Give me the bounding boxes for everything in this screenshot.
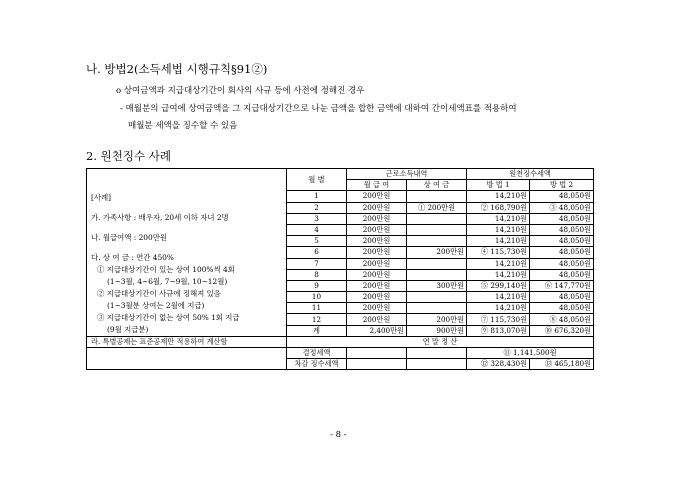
case-line: ③ 지급대상기간이 없는 상여 50% 1회 지급 bbox=[97, 313, 240, 322]
diff-row: 차감 징수세액 ⑫ 328,430원 ⑬ 465,180원 bbox=[87, 359, 594, 370]
section-heading-example: 2. 원천징수 사례 bbox=[86, 149, 171, 163]
table-row: 12 200만원 200만원 ⑦ 115,730원 ⑧ 48,050원 bbox=[87, 314, 594, 325]
withholding-table bbox=[86, 168, 594, 370]
section-heading-method2: 나. 방법2(소득세법 시행규칙§91②) bbox=[86, 62, 268, 76]
case-line: ① 지급대상기간이 있는 상여 100%씩 4회 bbox=[97, 265, 235, 274]
table-row: 11 200만원 14,210원 48,050원 bbox=[87, 303, 594, 314]
header-income: 근로소득내역 bbox=[347, 169, 467, 180]
case-line: 라. 특별공제는 표준공제만 적용하여 계산함 bbox=[87, 337, 287, 348]
case-line: (1~3월분 상여는 2월에 지급) bbox=[107, 301, 205, 310]
table-row: 9 200만원 300만원 ⑤ 299,140원 ⑥ 147,770원 bbox=[87, 280, 594, 291]
case-line: (1~3월, 4~6월, 7~9월, 10~12월) bbox=[107, 277, 228, 286]
case-line: [사례] bbox=[91, 193, 112, 202]
settlement-header: 연 말 정 산 bbox=[287, 337, 594, 348]
header-method2: 방 법 2 bbox=[530, 180, 594, 191]
table-row: 2 200만원 ① 200만원 ② 168,790원 ③ 48,050원 bbox=[87, 202, 594, 213]
table-row: 5 200만원 14,210원 48,050원 bbox=[87, 236, 594, 247]
case-line: 나. 월급여액 : 200만원 bbox=[91, 233, 167, 242]
table-row: 1 200만원 14,210원 48,050원 bbox=[87, 191, 594, 202]
determined-row: 결정세액 ⑪ 1,141,500원 bbox=[87, 348, 594, 359]
header-withholding: 원천징수세액 bbox=[467, 169, 594, 180]
table-row: 6 200만원 200만원 ④ 115,730원 48,050원 bbox=[87, 247, 594, 258]
table-row: 7 200만원 14,210원 48,050원 bbox=[87, 258, 594, 269]
case-line: (9월 지급분) bbox=[107, 325, 149, 334]
total-row: 계 2,400만원 900만원 ⑨ 813,070원 ⑩ 676,320원 bbox=[87, 325, 594, 336]
dash-line-1: - 매월분의 급여에 상여금액을 그 지급대상기간으로 나눈 금액을 합한 금액에 대하여 간이세액표를 적용하여 bbox=[120, 104, 517, 114]
settlement-row bbox=[87, 337, 594, 348]
header-salary: 월 급 여 bbox=[347, 180, 407, 191]
header-month: 월 별 bbox=[287, 169, 347, 191]
case-line: 가. 가족사항 : 배우자, 20세 이하 자녀 2명 bbox=[91, 213, 229, 222]
table-row: 10 200만원 14,210원 48,050원 bbox=[87, 292, 594, 303]
page-number: - 8 - bbox=[330, 430, 347, 440]
table-row: 8 200만원 14,210원 48,050원 bbox=[87, 269, 594, 280]
case-description-cell bbox=[87, 169, 287, 337]
case-line: ② 지급대상기간이 사규에 정해져 있음 bbox=[97, 289, 221, 298]
dash-line-2: 매월분 세액을 징수할 수 있음 bbox=[128, 121, 238, 131]
case-line: 다. 상 여 금 : 연간 450% bbox=[91, 253, 174, 262]
table-row: 4 200만원 14,210원 48,050원 bbox=[87, 224, 594, 235]
table-row: 3 200만원 14,210원 48,050원 bbox=[87, 213, 594, 224]
header-bonus: 상 여 금 bbox=[407, 180, 467, 191]
bullet-line: o 상여금액과 지급대상기간이 회사의 사규 등에 사전에 정해진 경우 bbox=[116, 86, 365, 96]
header-method1: 방 법 1 bbox=[467, 180, 530, 191]
